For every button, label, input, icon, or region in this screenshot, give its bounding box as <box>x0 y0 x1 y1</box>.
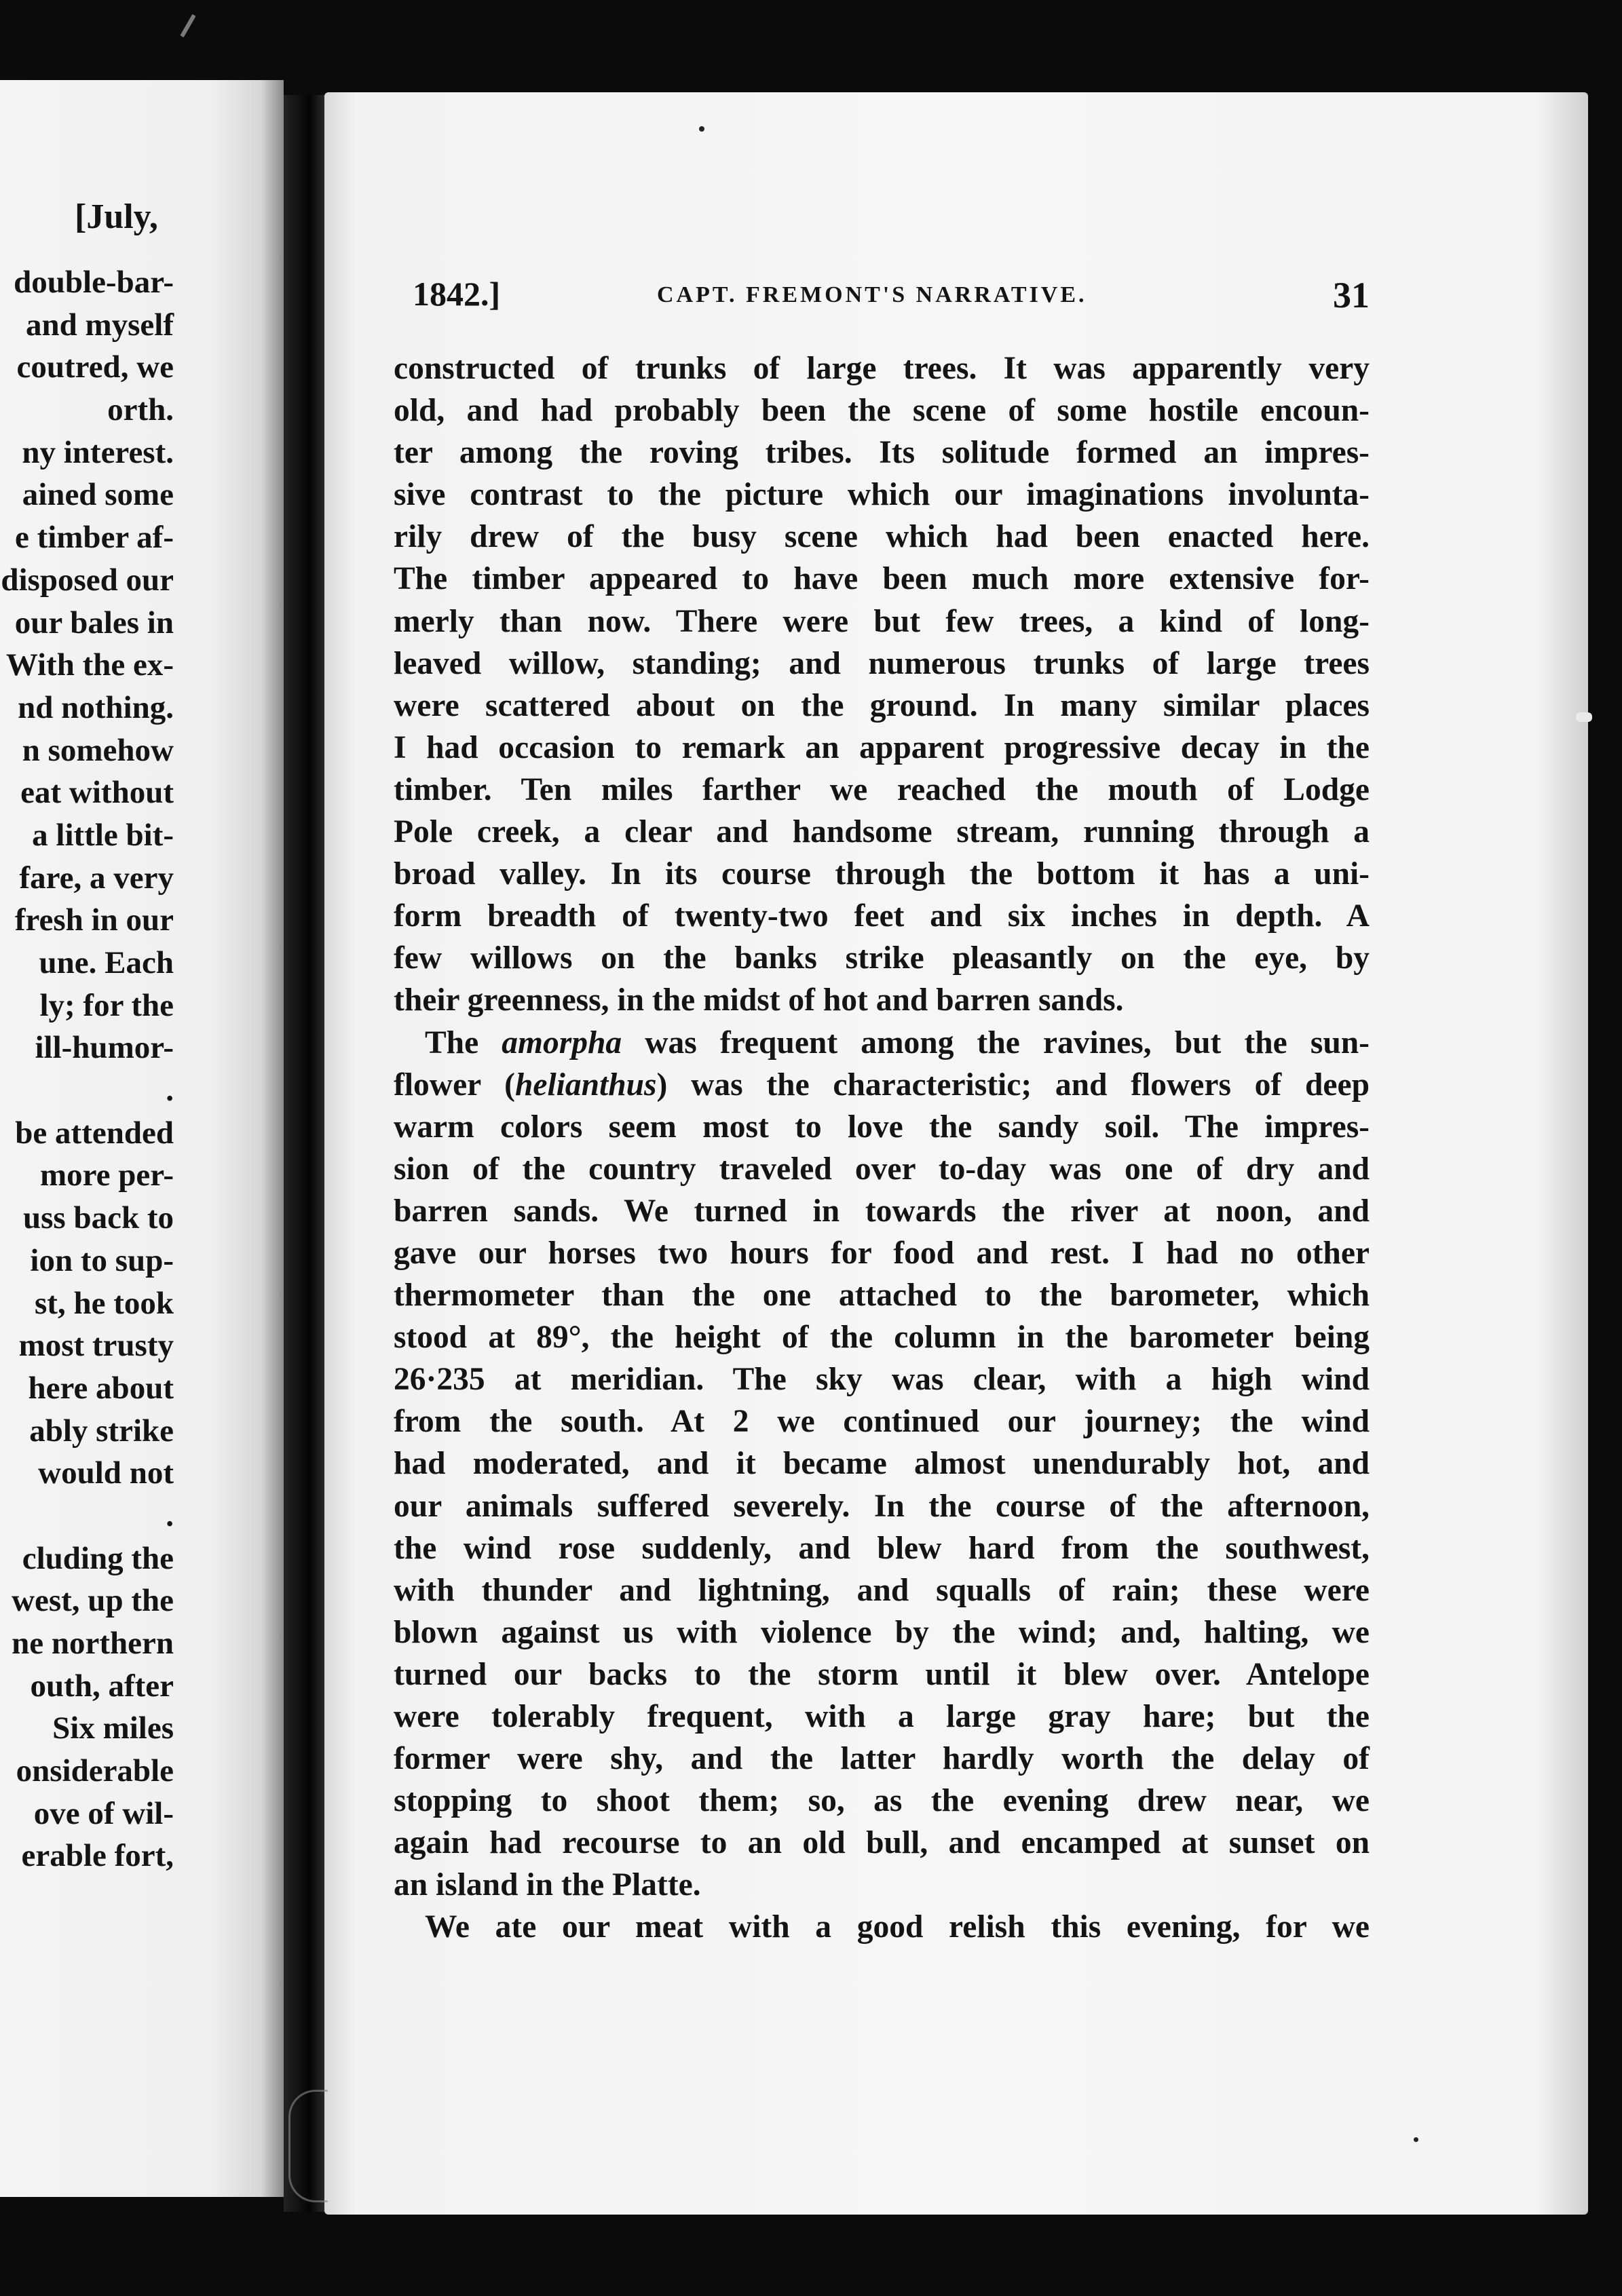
page-body <box>394 347 1370 1949</box>
left-text-line: ne northern <box>12 1626 174 1661</box>
left-text-line: west, up the <box>12 1583 174 1619</box>
left-text-line: . <box>166 1497 174 1533</box>
left-text-line: a little bit- <box>32 817 174 853</box>
left-text-line: . <box>166 1073 174 1109</box>
left-text-line: coutred, we <box>16 349 174 385</box>
left-text-line: nd nothing. <box>18 689 174 725</box>
header-year: 1842.] <box>413 275 501 313</box>
left-text-line: and myself <box>25 307 174 343</box>
text-line: ter among the roving tribes. Its solitude formed an impres- <box>394 435 1370 471</box>
text-line: We ate our meat with a good relish this evening, for we <box>425 1909 1370 1945</box>
text-line: thermometer than the one attached to the barometer, which <box>394 1278 1370 1314</box>
text-line: Pole creek, a clear and handsome stream, running through a <box>394 814 1370 850</box>
left-text-line: our bales in <box>14 605 174 640</box>
left-text-line: orth. <box>107 392 174 428</box>
paragraph-2 <box>394 1022 1370 1907</box>
text-line: I had occasion to remark an apparent progressive decay in the <box>394 729 1370 765</box>
left-text-line: be attended <box>15 1115 174 1151</box>
text-line: sive contrast to the picture which our imaginations involunta- <box>394 477 1370 513</box>
text-line: were tolerably frequent, with a large gray hare; but the <box>394 1699 1370 1734</box>
left-text-line: disposed our <box>1 562 174 598</box>
left-text-line: most trusty <box>18 1328 174 1364</box>
left-text-line: Six miles <box>52 1710 174 1746</box>
speck <box>699 126 704 132</box>
text-line: their greenness, in the midst of hot and barren sands. <box>394 982 1124 1018</box>
left-text-line: here about <box>28 1370 174 1406</box>
left-text-line: With the ex- <box>5 647 174 683</box>
left-text-line: ly; for the <box>39 987 174 1023</box>
page-number: 31 <box>1333 275 1370 315</box>
left-text-line: ove of wil- <box>33 1795 174 1831</box>
left-text-line: uss back to <box>22 1200 174 1236</box>
text-line: former were shy, and the latter hardly worth the delay of <box>394 1741 1370 1777</box>
left-text-line: erable fort, <box>21 1838 174 1874</box>
left-text-line: e timber af- <box>14 520 174 556</box>
left-text-line: ained some <box>22 477 174 513</box>
text-line: flower (helianthus) was the characteristic; and flowers of deep <box>394 1067 1370 1103</box>
text-line: again had recourse to an old bull, and encamped at sunset on <box>394 1825 1370 1861</box>
text-line: our animals suffered severely. In the course of the afternoon, <box>394 1488 1370 1524</box>
text-line: from the south. At 2 we continued our journey; the wind <box>394 1404 1370 1440</box>
paragraph-3 <box>394 1906 1370 1948</box>
text-line: warm colors seem most to love the sandy soil. The impres- <box>394 1109 1370 1145</box>
text-line: sion of the country traveled over to-day was one of dry and <box>394 1151 1370 1187</box>
text-line: with thunder and lightning, and squalls of rain; these were <box>394 1572 1370 1608</box>
text-line: an island in the Platte. <box>394 1867 701 1903</box>
text-line: few willows on the banks strike pleasantly on the eye, by <box>394 940 1370 976</box>
text-line: barren sands. We turned in towards the river at noon, and <box>394 1193 1370 1229</box>
paragraph-1 <box>394 347 1370 1022</box>
text-line: form breadth of twenty-two feet and six inches in depth. A <box>394 898 1370 934</box>
text-line: constructed of trunks of large trees. It was apparently very <box>394 351 1370 386</box>
left-page-text <box>0 261 174 1877</box>
left-text-line: onsiderable <box>16 1753 174 1789</box>
text-line: gave our horses two hours for food and rest. I had no other <box>394 1235 1370 1271</box>
text-line: stopping to shoot them; so, as the evening drew near, we <box>394 1783 1370 1819</box>
margin-pencil-mark <box>180 14 195 37</box>
text-line: 26·235 at meridian. The sky was clear, with a high wind <box>394 1362 1370 1398</box>
left-text-line: double-bar- <box>14 265 174 300</box>
left-text-line: more per- <box>39 1157 174 1193</box>
text-line: were scattered about on the ground. In many similar places <box>394 687 1370 723</box>
left-text-line: ion to sup- <box>30 1242 174 1278</box>
text-line: merly than now. There were but few trees, a kind of long- <box>394 603 1370 639</box>
left-text-line: une. Each <box>39 945 174 980</box>
left-text-line: ill-humor- <box>35 1030 174 1066</box>
header-title: CAPT. FREMONT'S NARRATIVE. <box>657 282 1087 307</box>
text-line: turned our backs to the storm until it blew over. Antelope <box>394 1656 1370 1692</box>
left-text-line: n somehow <box>22 732 174 768</box>
left-text-line: outh, after <box>30 1668 174 1704</box>
left-text-line: eat without <box>20 775 174 811</box>
left-text-line: st, he took <box>35 1285 174 1321</box>
left-text-line: would not <box>38 1455 174 1491</box>
running-header <box>413 274 1370 322</box>
text-line: had moderated, and it became almost unendurably hot, and <box>394 1446 1370 1482</box>
text-line: timber. Ten miles farther we reached the mouth of Lodge <box>394 771 1370 807</box>
text-line: old, and had probably been the scene of some hostile encoun- <box>394 393 1370 429</box>
left-running-header: [July, <box>75 197 158 236</box>
text-line: leaved willow, standing; and numerous trunks of large trees <box>394 645 1370 681</box>
text-line: rily drew of the busy scene which had been enacted here. <box>394 519 1370 555</box>
speck <box>1414 2137 1418 2142</box>
text-line: stood at 89°, the height of the column in the barometer being <box>394 1320 1370 1356</box>
page-edge-notch <box>1576 712 1592 722</box>
left-text-line: ably strike <box>29 1413 174 1449</box>
text-line: the wind rose suddenly, and blew hard from the southwest, <box>394 1530 1370 1566</box>
text-line: The amorpha was frequent among the ravines, but the sun- <box>425 1025 1370 1060</box>
left-text-line: fare, a very <box>19 860 174 896</box>
left-text-line: cluding the <box>22 1540 174 1576</box>
text-line: blown against us with violence by the wind; and, halting, we <box>394 1614 1370 1650</box>
text-line: The timber appeared to have been much more extensive for- <box>394 561 1370 597</box>
text-line: broad valley. In its course through the bottom it has a uni- <box>394 856 1370 892</box>
left-text-line: ny interest. <box>22 434 174 470</box>
binding-crease <box>288 2090 328 2202</box>
left-text-line: fresh in our <box>14 902 174 938</box>
